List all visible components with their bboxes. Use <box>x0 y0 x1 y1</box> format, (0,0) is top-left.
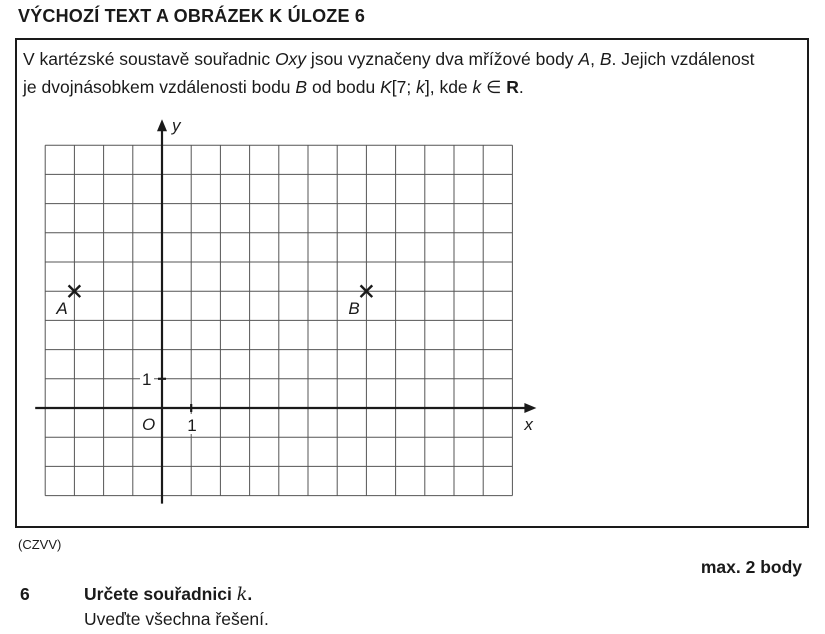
intro-fragment: V kartézské soustavě souřadnic <box>23 49 275 69</box>
task-question <box>84 584 252 605</box>
intro-var-k: k <box>416 77 425 97</box>
intro-fragment: ∈ <box>481 77 507 97</box>
intro-fragment: . <box>518 77 524 97</box>
intro-fragment: od bodu <box>307 77 381 97</box>
task-note: Uveďte všechna řešení. <box>84 609 269 629</box>
intro-point-a: A <box>578 49 591 69</box>
y-axis-label: y <box>172 116 181 136</box>
intro-fragment: , <box>590 49 600 69</box>
intro-point-b: B <box>295 77 308 97</box>
point-label: B <box>348 299 360 319</box>
intro-point-k: K <box>380 77 392 97</box>
intro-fragment: jsou vyznačeny dva mřížové body <box>306 49 579 69</box>
task-question-dot: . <box>247 584 253 604</box>
task-number: 6 <box>20 584 30 604</box>
source-credit: (CZVV) <box>18 537 62 552</box>
intro-fragment: [7; <box>391 77 417 97</box>
x-unit-label: 1 <box>187 416 197 435</box>
intro-var-k: k <box>472 77 482 97</box>
origin-label: O <box>142 415 156 434</box>
task-question-var: k <box>236 585 248 605</box>
section-heading: VÝCHOZÍ TEXT A OBRÁZEK K ÚLOZE 6 <box>18 6 366 26</box>
intro-oxy: Oxy <box>274 49 307 69</box>
y-unit-label: 1 <box>142 369 152 389</box>
grid <box>45 145 512 495</box>
intro-fragment: ] <box>424 77 430 97</box>
intro-fragment: je dvojnásobkem vzdálenosti bodu <box>23 77 296 97</box>
max-points: max. 2 body <box>700 557 802 577</box>
y-axis-arrow-icon <box>157 119 167 131</box>
intro-fragment: . Jejich vzdálenost <box>611 49 755 69</box>
intro-point-b: B <box>599 49 612 69</box>
task-question-text: Určete souřadnici <box>84 584 237 604</box>
intro-reals: R <box>506 77 519 97</box>
point-label: A <box>56 299 68 319</box>
x-axis-arrow-icon <box>524 403 536 413</box>
x-axis-label: x <box>524 415 533 434</box>
axes <box>35 119 536 503</box>
intro-fragment: , kde <box>429 77 473 97</box>
